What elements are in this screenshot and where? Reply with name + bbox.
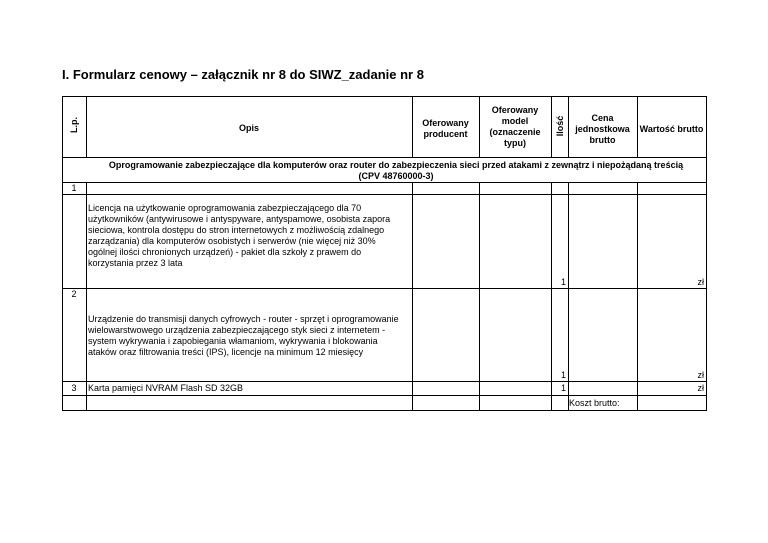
row-2-opis: Urządzenie do transmisji danych cyfrowych - router - sprzęt i oprogramowanie wielowarstwowego urządzenia zabezpieczającego styk sieci z internetem - system wykrywania i zapobiegania włamaniom, wykrywania i blokowania ataków oraz filtrowania treści (IPS), licencje na minimum 12 miesięcy	[88, 314, 399, 357]
row-2-waluta: zł	[697, 370, 704, 380]
row-1-lp: 1	[71, 183, 77, 193]
table-line	[62, 395, 707, 396]
table-line	[62, 96, 63, 411]
header-producent: Oferowany producent	[422, 118, 469, 139]
header-opis: Opis	[238, 123, 259, 133]
footer-koszt-brutto: Koszt brutto:	[569, 398, 620, 408]
table-line	[86, 182, 87, 411]
header-cena: Cena jednostkowa brutto	[575, 113, 630, 145]
row-1-waluta: zł	[697, 277, 704, 287]
header-model: Oferowany model (oznaczenie typu)	[489, 105, 541, 148]
table-line	[706, 96, 707, 411]
table-line	[479, 182, 480, 411]
table-line	[62, 157, 707, 158]
table-line	[62, 381, 707, 382]
header-lp: L.p.	[69, 117, 79, 133]
table-line	[551, 96, 552, 157]
page-title: I. Formularz cenowy – załącznik nr 8 do SIWZ_zadanie nr 8	[62, 67, 424, 82]
table-line	[62, 194, 707, 195]
table-line	[568, 182, 569, 411]
header-ilosc: Ilość	[555, 115, 565, 137]
row-3-waluta: zł	[697, 383, 704, 393]
row-2-lp: 2	[71, 289, 77, 299]
table-line	[62, 410, 707, 411]
header-wartosc: Wartość brutto	[639, 124, 704, 134]
row-1-opis: Licencja na użytkowanie oprogramowania zabezpieczającego dla 70 użytkowników (antywirusowe i antyspyware, antyspamowe, osobista zapora sieciowa, kontrola dostępu do stron internetowych z możliwością zdalnego zarządzania) dla komputerów osobistych i serwerów (nie więcej niż 30% ogólnej ilości chronionych urządzeń) - pakiet dla szkoły z prawem do korzystania przez 3 lata	[88, 203, 391, 268]
table-line	[412, 182, 413, 411]
row-3-opis: Karta pamięci NVRAM Flash SD 32GB	[88, 383, 244, 393]
table-line	[62, 96, 707, 97]
row-3-lp: 3	[71, 383, 77, 393]
section-heading: Oprogramowanie zabezpieczające dla komputerów oraz router do zabezpieczenia sieci przed atakami z zewnątrz i niepożądaną treścią (CPV 48760000-3)	[108, 160, 684, 181]
row-1-ilosc: 1	[560, 277, 566, 287]
row-3-ilosc: 1	[560, 383, 566, 393]
row-2-ilosc: 1	[560, 370, 566, 380]
table-line	[62, 182, 707, 183]
table-line	[62, 288, 707, 289]
